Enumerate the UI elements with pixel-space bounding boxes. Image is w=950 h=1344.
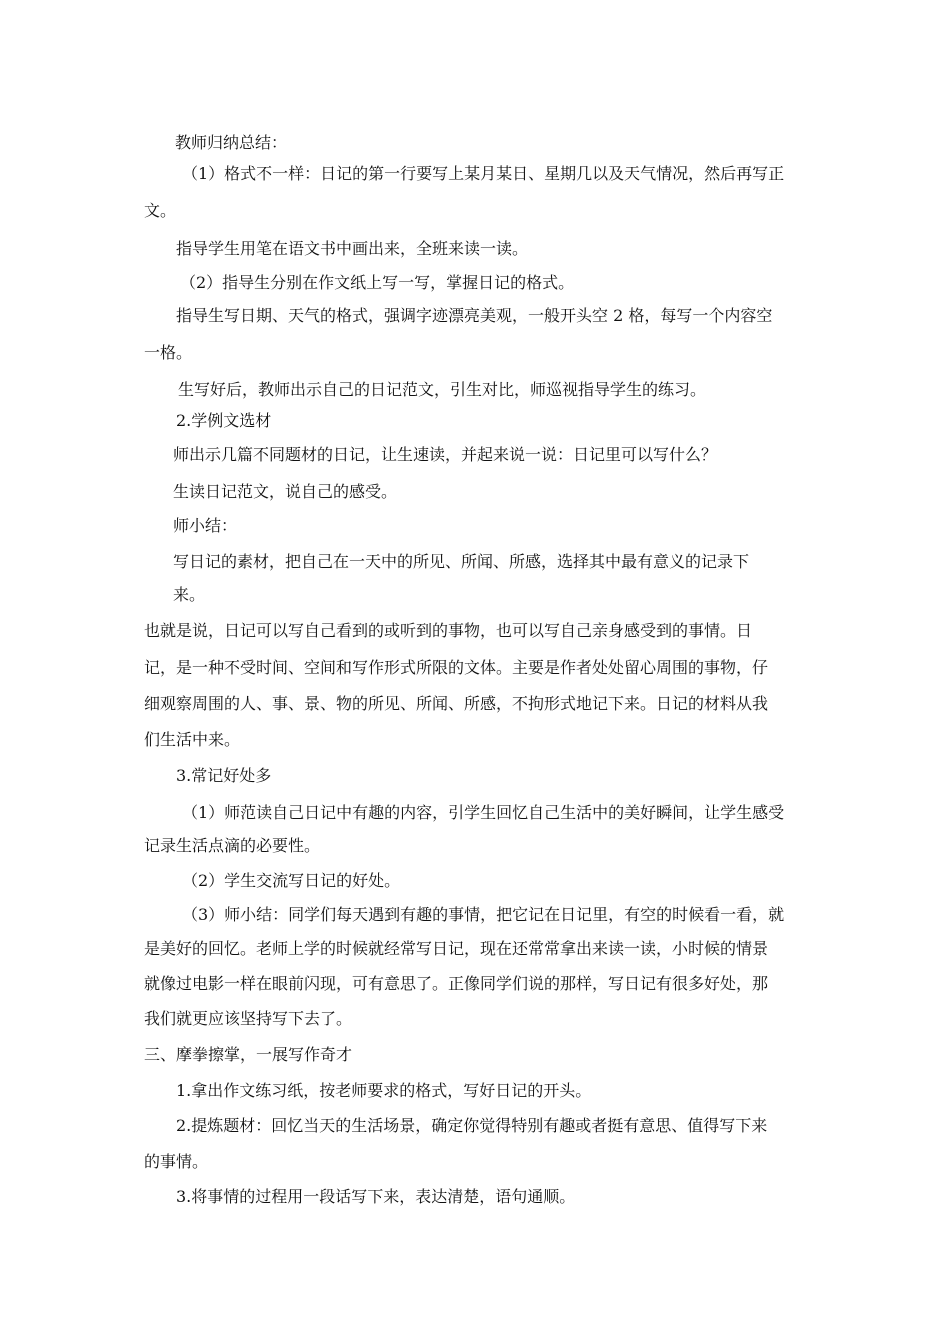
text-line: （3）师小结：同学们每天遇到有趣的事情，把它记在日记里，有空的时候看一看，就 xyxy=(182,905,785,924)
text-line: 1.拿出作文练习纸，按老师要求的格式，写好日记的开头。 xyxy=(176,1081,592,1100)
text-line: 生写好后，教师出示自己的日记范文，引生对比，师巡视指导学生的练习。 xyxy=(178,380,707,399)
text-line: 师小结： xyxy=(173,516,238,535)
section-heading: 三、摩拳擦掌，一展写作奇才 xyxy=(144,1045,353,1064)
text-line: （1）格式不一样：日记的第一行要写上某月某日、星期几以及天气情况，然后再写正 xyxy=(182,164,785,183)
text-line: 是美好的回忆。老师上学的时候就经常写日记，现在还常常拿出来读一读，小时候的情景 xyxy=(144,939,769,958)
text-line: 来。 xyxy=(173,585,206,604)
text-line: （2）学生交流写日记的好处。 xyxy=(182,871,401,890)
text-line: 我们就更应该坚持写下去了。 xyxy=(144,1009,353,1028)
text-line: 指导学生用笔在语文书中画出来，全班来读一读。 xyxy=(176,239,529,258)
text-line: 也就是说，日记可以写自己看到的或听到的事物，也可以写自己亲身感受到的事情。日 xyxy=(144,621,753,640)
text-line: 师出示几篇不同题材的日记，让生速读，并起来说一说：日记里可以写什么？ xyxy=(173,445,718,464)
text-line: 一格。 xyxy=(144,343,193,362)
text-line: （1）师范读自己日记中有趣的内容，引学生回忆自己生活中的美好瞬间，让学生感受 xyxy=(182,803,785,822)
section-heading: 2.学例文选材 xyxy=(176,411,272,430)
text-line: 的事情。 xyxy=(144,1152,209,1171)
text-line: 指导生写日期、天气的格式，强调字迹漂亮美观，一般开头空 2 格，每写一个内容空 xyxy=(176,306,773,325)
section-heading: 3.常记好处多 xyxy=(176,766,272,785)
text-line: 就像过电影一样在眼前闪现，可有意思了。正像同学们说的那样，写日记有很多好处，那 xyxy=(144,974,769,993)
text-line: 们生活中来。 xyxy=(144,730,241,749)
text-line: 教师归纳总结： xyxy=(175,133,288,152)
text-line: 2.提炼题材：回忆当天的生活场景，确定你觉得特别有趣或者挺有意思、值得写下来 xyxy=(176,1116,768,1135)
text-line: 记录生活点滴的必要性。 xyxy=(144,836,321,855)
text-line: 生读日记范文，说自己的感受。 xyxy=(173,482,398,501)
text-line: （2）指导生分别在作文纸上写一写，掌握日记的格式。 xyxy=(180,273,575,292)
text-line: 3.将事情的过程用一段话写下来，表达清楚，语句通顺。 xyxy=(176,1187,576,1206)
text-line: 文。 xyxy=(144,201,177,220)
text-line: 记，是一种不受时间、空间和写作形式所限的文体。主要是作者处处留心周围的事物，仔 xyxy=(144,658,769,677)
text-line: 细观察周围的人、事、景、物的所见、所闻、所感，不拘形式地记下来。日记的材料从我 xyxy=(144,694,769,713)
text-line: 写日记的素材，把自己在一天中的所见、所闻、所感，选择其中最有意义的记录下 xyxy=(173,552,750,571)
